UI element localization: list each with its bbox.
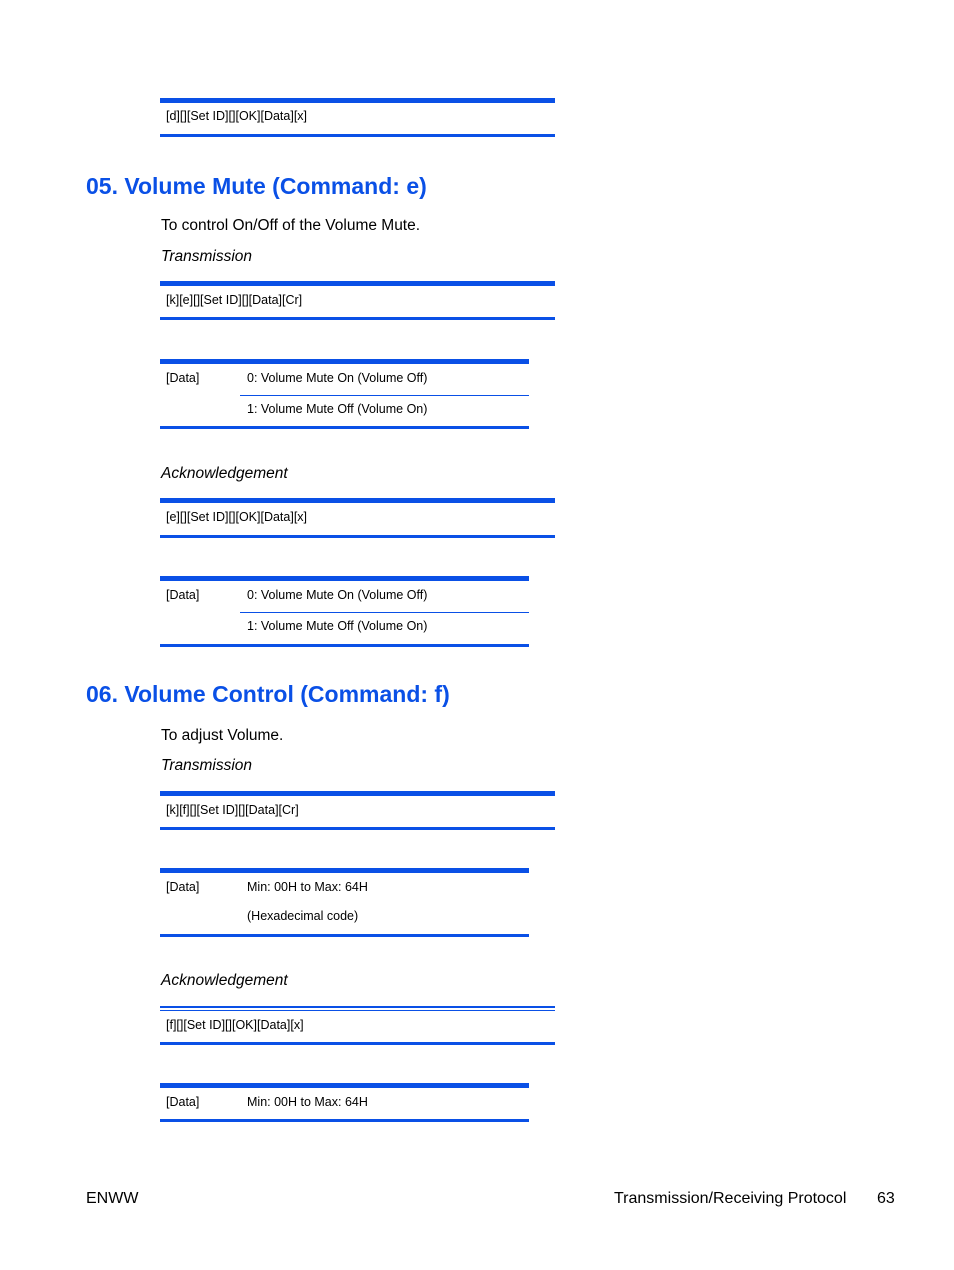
data-row: 1: Volume Mute Off (Volume On)	[247, 619, 428, 633]
code-text: [e][][Set ID][][OK][Data][x]	[166, 510, 308, 524]
section-heading-volume-mute: 05. Volume Mute (Command: e)	[86, 173, 427, 199]
section-heading-volume-control: 06. Volume Control (Command: f)	[86, 681, 450, 707]
section-intro: To control On/Off of the Volume Mute.	[161, 217, 421, 234]
footer-title: Transmission/Receiving Protocol	[614, 1190, 847, 1207]
footer-left: ENWW	[86, 1190, 139, 1207]
data-row: Min: 00H to Max: 64H	[247, 1095, 368, 1109]
data-row: Min: 00H to Max: 64H	[247, 880, 368, 894]
transmission-label: Transmission	[161, 757, 253, 774]
data-key: [Data]	[166, 1095, 200, 1109]
data-key: [Data]	[166, 880, 200, 894]
transmission-label: Transmission	[161, 248, 253, 265]
data-row: (Hexadecimal code)	[247, 909, 359, 923]
code-text: [k][e][][Set ID][][Data][Cr]	[166, 293, 303, 307]
data-key: [Data]	[166, 588, 200, 602]
page-number: 63	[877, 1190, 895, 1207]
code-text: [d][][Set ID][][OK][Data][x]	[166, 109, 308, 123]
acknowledgement-label: Acknowledgement	[161, 465, 288, 482]
acknowledgement-label: Acknowledgement	[161, 972, 288, 989]
code-text: [f][][Set ID][][OK][Data][x]	[166, 1018, 304, 1032]
data-row: 0: Volume Mute On (Volume Off)	[247, 588, 428, 602]
data-row: 1: Volume Mute Off (Volume On)	[247, 402, 428, 416]
section-intro: To adjust Volume.	[161, 727, 284, 744]
data-row: 0: Volume Mute On (Volume Off)	[247, 371, 428, 385]
code-text: [k][f][][Set ID][][Data][Cr]	[166, 803, 299, 817]
data-key: [Data]	[166, 371, 200, 385]
